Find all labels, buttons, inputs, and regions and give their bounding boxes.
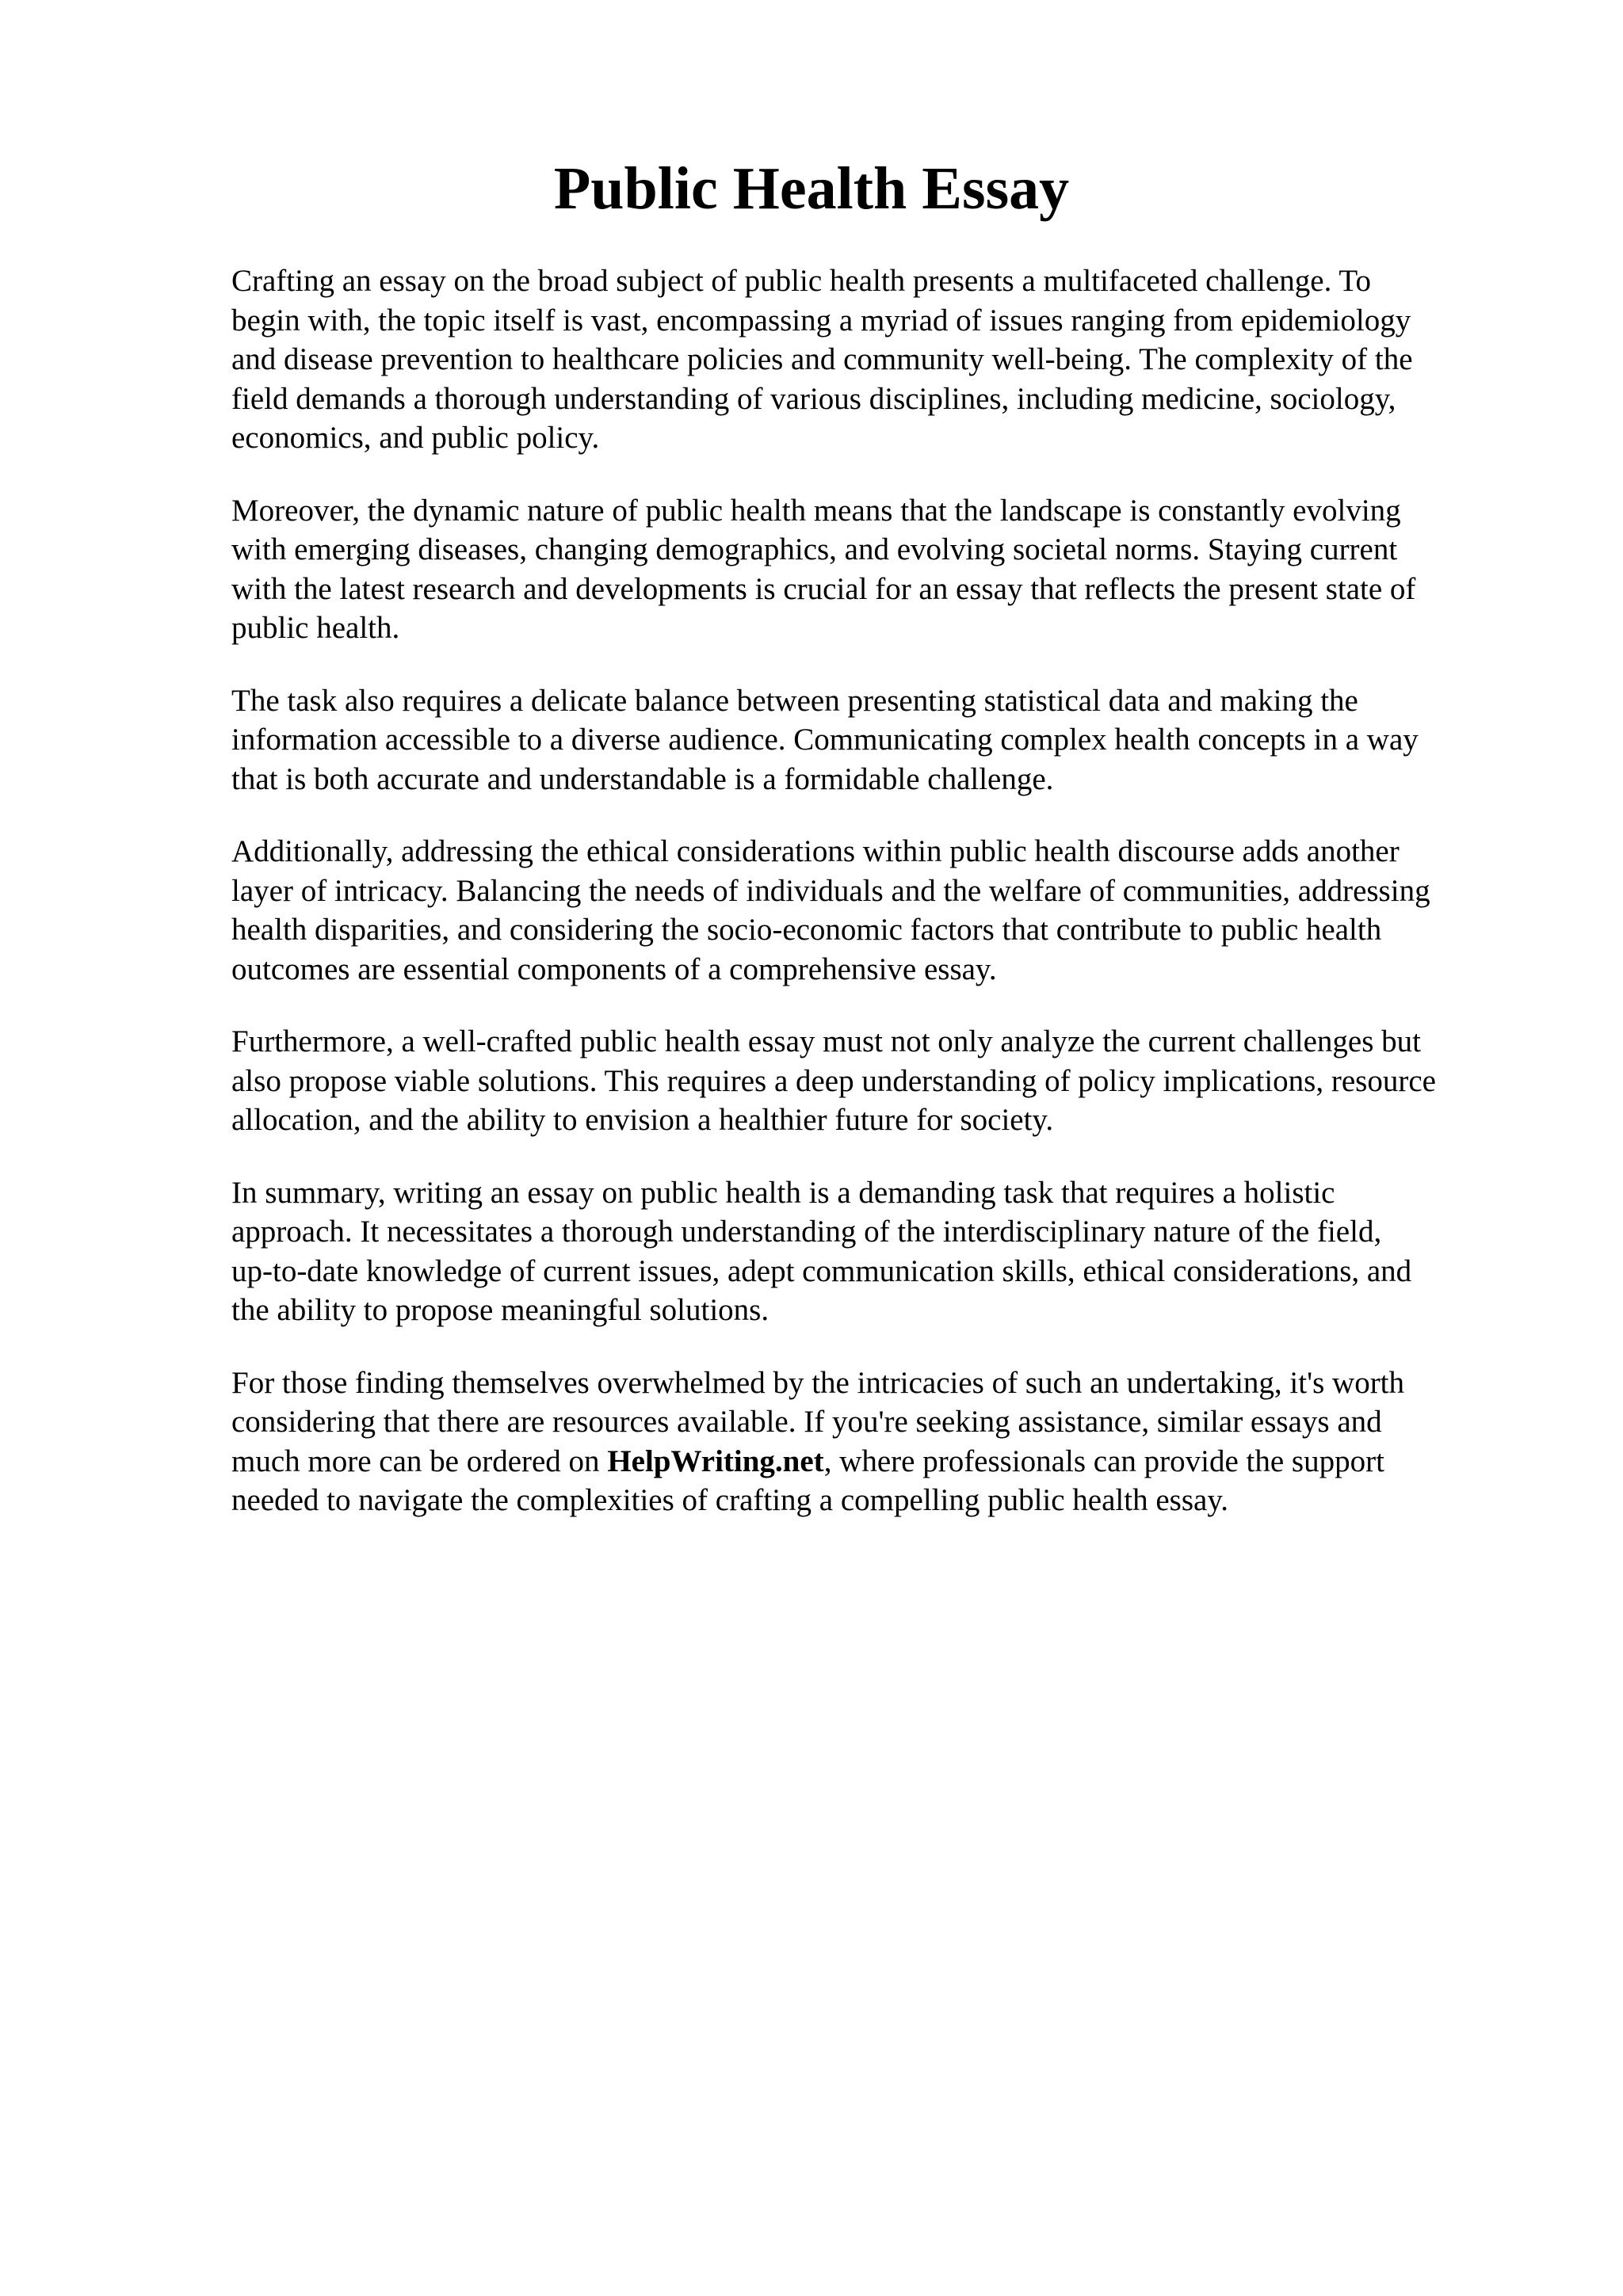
closing-text-before-link: much more can be ordered on <box>231 1444 608 1478</box>
closing-paragraph <box>231 1363 1531 1520</box>
text-line: outcomes are essential components of a comprehensive essay. <box>231 952 997 986</box>
text-line: up-to-date knowledge of current issues, adept communication skills, ethical considerations, and <box>231 1253 1412 1288</box>
text-line: also propose viable solutions. This requires a deep understanding of policy implications, resource <box>231 1063 1436 1098</box>
closing-text-after-link: , where professionals can provide the support <box>823 1444 1384 1478</box>
text-line: and disease prevention to healthcare policies and community well-being. The complexity of the <box>231 342 1413 376</box>
page-title: Public Health Essay <box>553 155 1070 222</box>
paragraph-2 <box>231 491 1531 648</box>
paragraph-5 <box>231 1022 1531 1140</box>
text-line: field demands a thorough understanding of various disciplines, including medicine, sociology, <box>231 381 1396 416</box>
text-line: Moreover, the dynamic nature of public health means that the landscape is constantly evolving <box>231 493 1401 528</box>
text-line: Crafting an essay on the broad subject of public health presents a multifaceted challenge. To <box>231 264 1371 298</box>
text-line-with-link <box>231 1442 1531 1482</box>
text-line: For those finding themselves overwhelmed by the intricacies of such an undertaking, it's worth <box>231 1365 1405 1400</box>
text-line: The task also requires a delicate balance between presenting statistical data and making the <box>231 683 1358 718</box>
text-line: approach. It necessitates a thorough understanding of the interdisciplinary nature of the field, <box>231 1215 1382 1249</box>
text-line: begin with, the topic itself is vast, encompassing a myriad of issues ranging from epidemiology <box>231 303 1411 338</box>
text-line: economics, and public policy. <box>231 421 600 455</box>
text-line: information accessible to a diverse audience. Communicating complex health concepts in a way <box>231 723 1419 757</box>
helpwriting-link[interactable]: HelpWriting.net <box>607 1444 824 1478</box>
paragraph-3 <box>231 681 1531 799</box>
text-line: Additionally, addressing the ethical considerations within public health discourse adds another <box>231 834 1400 868</box>
text-line: with the latest research and developments is crucial for an essay that reflects the present state of <box>231 571 1416 606</box>
text-line: public health. <box>231 611 400 645</box>
text-line: that is both accurate and understandable is a formidable challenge. <box>231 761 1054 796</box>
text-line: considering that there are resources available. If you're seeking assistance, similar essays and <box>231 1405 1382 1439</box>
paragraph-1 <box>231 261 1531 458</box>
essay-body <box>231 261 1531 1554</box>
text-line: with emerging diseases, changing demographics, and evolving societal norms. Staying current <box>231 532 1398 566</box>
paragraph-4 <box>231 832 1531 989</box>
text-line: In summary, writing an essay on public health is a demanding task that requires a holistic <box>231 1175 1335 1210</box>
text-line: health disparities, and considering the socio-economic factors that contribute to public health <box>231 913 1382 947</box>
text-line: allocation, and the ability to envision a healthier future for society. <box>231 1103 1054 1137</box>
paragraph-6 <box>231 1173 1531 1330</box>
text-line: the ability to propose meaningful solutions. <box>231 1293 769 1327</box>
text-line: Furthermore, a well-crafted public health essay must not only analyze the current challenges but <box>231 1024 1421 1058</box>
text-line: needed to navigate the complexities of crafting a compelling public health essay. <box>231 1483 1229 1517</box>
text-line: layer of intricacy. Balancing the needs of individuals and the welfare of communities, addressing <box>231 873 1430 908</box>
